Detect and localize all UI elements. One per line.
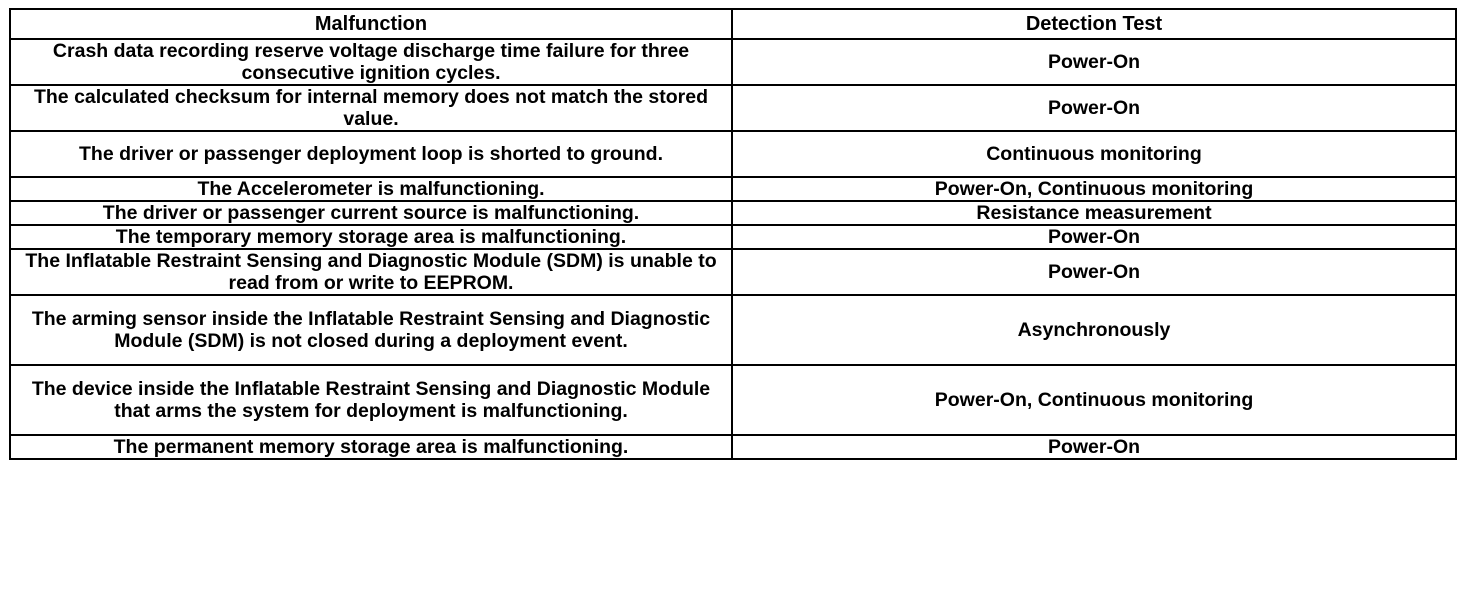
table-row bbox=[10, 435, 1456, 459]
table-row bbox=[10, 85, 1456, 131]
table-row bbox=[10, 131, 1456, 177]
detection-test-cell: Asynchronously bbox=[732, 295, 1456, 365]
malfunction-cell: The device inside the Inflatable Restraint Sensing and Diagnostic Module that arms the system for deployment is malfunctioning. bbox=[10, 365, 732, 435]
table-row bbox=[10, 249, 1456, 295]
detection-test-cell: Power-On bbox=[732, 85, 1456, 131]
detection-test-cell: Power-On bbox=[732, 249, 1456, 295]
detection-test-cell: Power-On bbox=[732, 225, 1456, 249]
table-row bbox=[10, 225, 1456, 249]
malfunction-detection-table bbox=[9, 8, 1457, 460]
malfunction-cell: The Accelerometer is malfunctioning. bbox=[10, 177, 732, 201]
table-row bbox=[10, 365, 1456, 435]
malfunction-cell: The temporary memory storage area is malfunctioning. bbox=[10, 225, 732, 249]
malfunction-cell: The driver or passenger current source is malfunctioning. bbox=[10, 201, 732, 225]
table-header-row bbox=[10, 9, 1456, 39]
malfunction-cell: The Inflatable Restraint Sensing and Diagnostic Module (SDM) is unable to read from or write to EEPROM. bbox=[10, 249, 732, 295]
table-row bbox=[10, 201, 1456, 225]
detection-test-cell: Resistance measurement bbox=[732, 201, 1456, 225]
malfunction-cell: The arming sensor inside the Inflatable Restraint Sensing and Diagnostic Module (SDM) is not closed during a deployment event. bbox=[10, 295, 732, 365]
malfunction-cell: The driver or passenger deployment loop is shorted to ground. bbox=[10, 131, 732, 177]
malfunction-cell: The calculated checksum for internal memory does not match the stored value. bbox=[10, 85, 732, 131]
table-row bbox=[10, 295, 1456, 365]
column-header-detection-test: Detection Test bbox=[732, 9, 1456, 39]
table-row bbox=[10, 39, 1456, 85]
table-row bbox=[10, 177, 1456, 201]
detection-test-cell: Continuous monitoring bbox=[732, 131, 1456, 177]
document-page bbox=[9, 8, 1455, 460]
detection-test-cell: Power-On bbox=[732, 435, 1456, 459]
malfunction-cell: The permanent memory storage area is malfunctioning. bbox=[10, 435, 732, 459]
column-header-malfunction: Malfunction bbox=[10, 9, 732, 39]
detection-test-cell: Power-On, Continuous monitoring bbox=[732, 365, 1456, 435]
malfunction-cell: Crash data recording reserve voltage discharge time failure for three consecutive ignition cycles. bbox=[10, 39, 732, 85]
detection-test-cell: Power-On, Continuous monitoring bbox=[732, 177, 1456, 201]
detection-test-cell: Power-On bbox=[732, 39, 1456, 85]
